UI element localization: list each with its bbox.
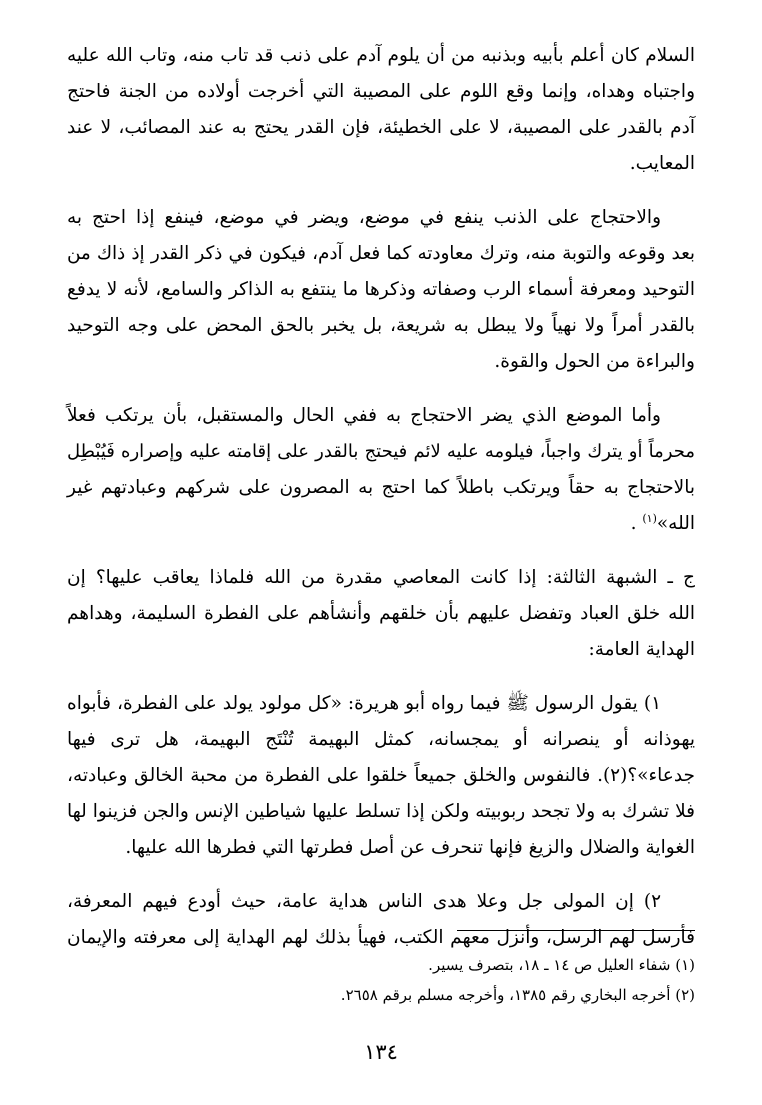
text-line: الله خلق العباد وتفضل عليهم بأن خلقهم وأنشأهم على الفطرة السليمة، وهداهم: [67, 603, 695, 624]
paragraph-4: [67, 560, 695, 668]
text-line: الهداية العامة:: [588, 639, 695, 660]
page-body: [67, 38, 695, 974]
text-line: وأما الموضع الذي يضر الاحتجاج به ففي الحال والمستقبل، بأن يرتكب فعلاً: [67, 405, 661, 426]
text-line: جدعاء»؟(٢). فالنفوس والخلق جميعاً خلقوا على الفطرة من محبة الخالق وعبادته،: [67, 765, 695, 786]
text-fragment: .: [630, 513, 637, 534]
text-line: واجتباه وهداه، وإنما وقع اللوم على المصيبة التي أخرجت أولاده من الجنة فاحتج: [67, 81, 695, 102]
text-line: بالاحتجاج به حقاً ويرتكب باطلاً كما احتج به المصرون على شركهم وعبادتهم غير: [67, 477, 695, 498]
paragraph-3: [67, 398, 695, 542]
paragraph-6: [67, 884, 695, 956]
paragraph-5: [67, 686, 695, 866]
text-line: آدم بالقدر على المصيبة، لا على الخطيئة، فإن القدر يحتج به عند المصائب، لا عند: [67, 117, 695, 138]
text-line: فأرسل لهم الرسل، وأنزل معهم الكتب، فهيأ بذلك لهم الهداية إلى معرفته والإيمان: [67, 927, 695, 948]
footnote-ref-1[interactable]: (١): [642, 511, 657, 525]
paragraph-1: [67, 38, 695, 182]
text-line: ج ـ الشبهة الثالثة: إذا كانت المعاصي مقدرة من الله فلماذا يعاقب عليها؟ إن: [67, 567, 695, 588]
text-line: والبراءة من الحول والقوة.: [494, 351, 695, 372]
footnote-2: (٢) أخرجه البخاري رقم ١٣٨٥، وأخرجه مسلم برقم ٢٦٥٨.: [340, 986, 695, 1004]
text-line: فلا تشرك به ولا تجحد ربوبيته ولكن إذا تسلط عليها شياطين الإنس والجن فزينوا لها: [67, 801, 695, 822]
text-line: السلام كان أعلم بأبيه وبذنبه من أن يلوم آدم على ذنب قد تاب منه، وتاب الله عليه: [67, 45, 695, 66]
text-line: والاحتجاج على الذنب ينفع في موضع، ويضر في موضع، فينفع إذا احتج به: [67, 207, 661, 228]
text-line: التوحيد ومعرفة أسماء الرب وصفاته وذكرها ما ينتفع به الذاكر والسامع، لأنه لا يدفع: [67, 279, 695, 300]
text-line: ٢) إن المولى جل وعلا هدى الناس هداية عامة، حيث أودع فيهم المعرفة،: [67, 891, 661, 912]
text-fragment: الله»: [656, 513, 695, 534]
text-line: [67, 506, 695, 542]
text-line: بالقدر أمراً ولا نهياً ولا يبطل به شريعة، بل يخبر بالحق المحض على وجه التوحيد: [67, 315, 695, 336]
text-line: بعد وقوعه والتوبة منه، وترك معاودته كما فعل آدم، فيكون في ذكر القدر إذ ذاك من: [67, 243, 695, 264]
text-line: محرماً أو يترك واجباً، فيلومه عليه لائم فيحتج بالقدر على إقامته عليه وإصراره فَيُبْطِل: [67, 441, 695, 462]
text-line: يهوذانه أو ينصرانه أو يمجسانه، كمثل البهيمة تُنْتَج البهيمة، هل ترى فيها: [67, 729, 695, 750]
page-number: ١٣٤: [364, 1040, 398, 1064]
text-line: ١) يقول الرسول ﷺ فيما رواه أبو هريرة: «كل مولود يولد على الفطرة، فأبواه: [67, 693, 661, 714]
text-line: الغواية والضلال والزيغ فإنها تنحرف عن أصل فطرتها التي فطرها الله عليها.: [125, 837, 695, 858]
paragraph-2: [67, 200, 695, 380]
footnotes: [67, 950, 695, 1010]
footnote-1: (١) شفاء العليل ص ١٤ ـ ١٨، بتصرف يسير.: [428, 956, 695, 974]
footnote-divider: [457, 930, 695, 931]
text-line: المعايب.: [629, 153, 695, 174]
